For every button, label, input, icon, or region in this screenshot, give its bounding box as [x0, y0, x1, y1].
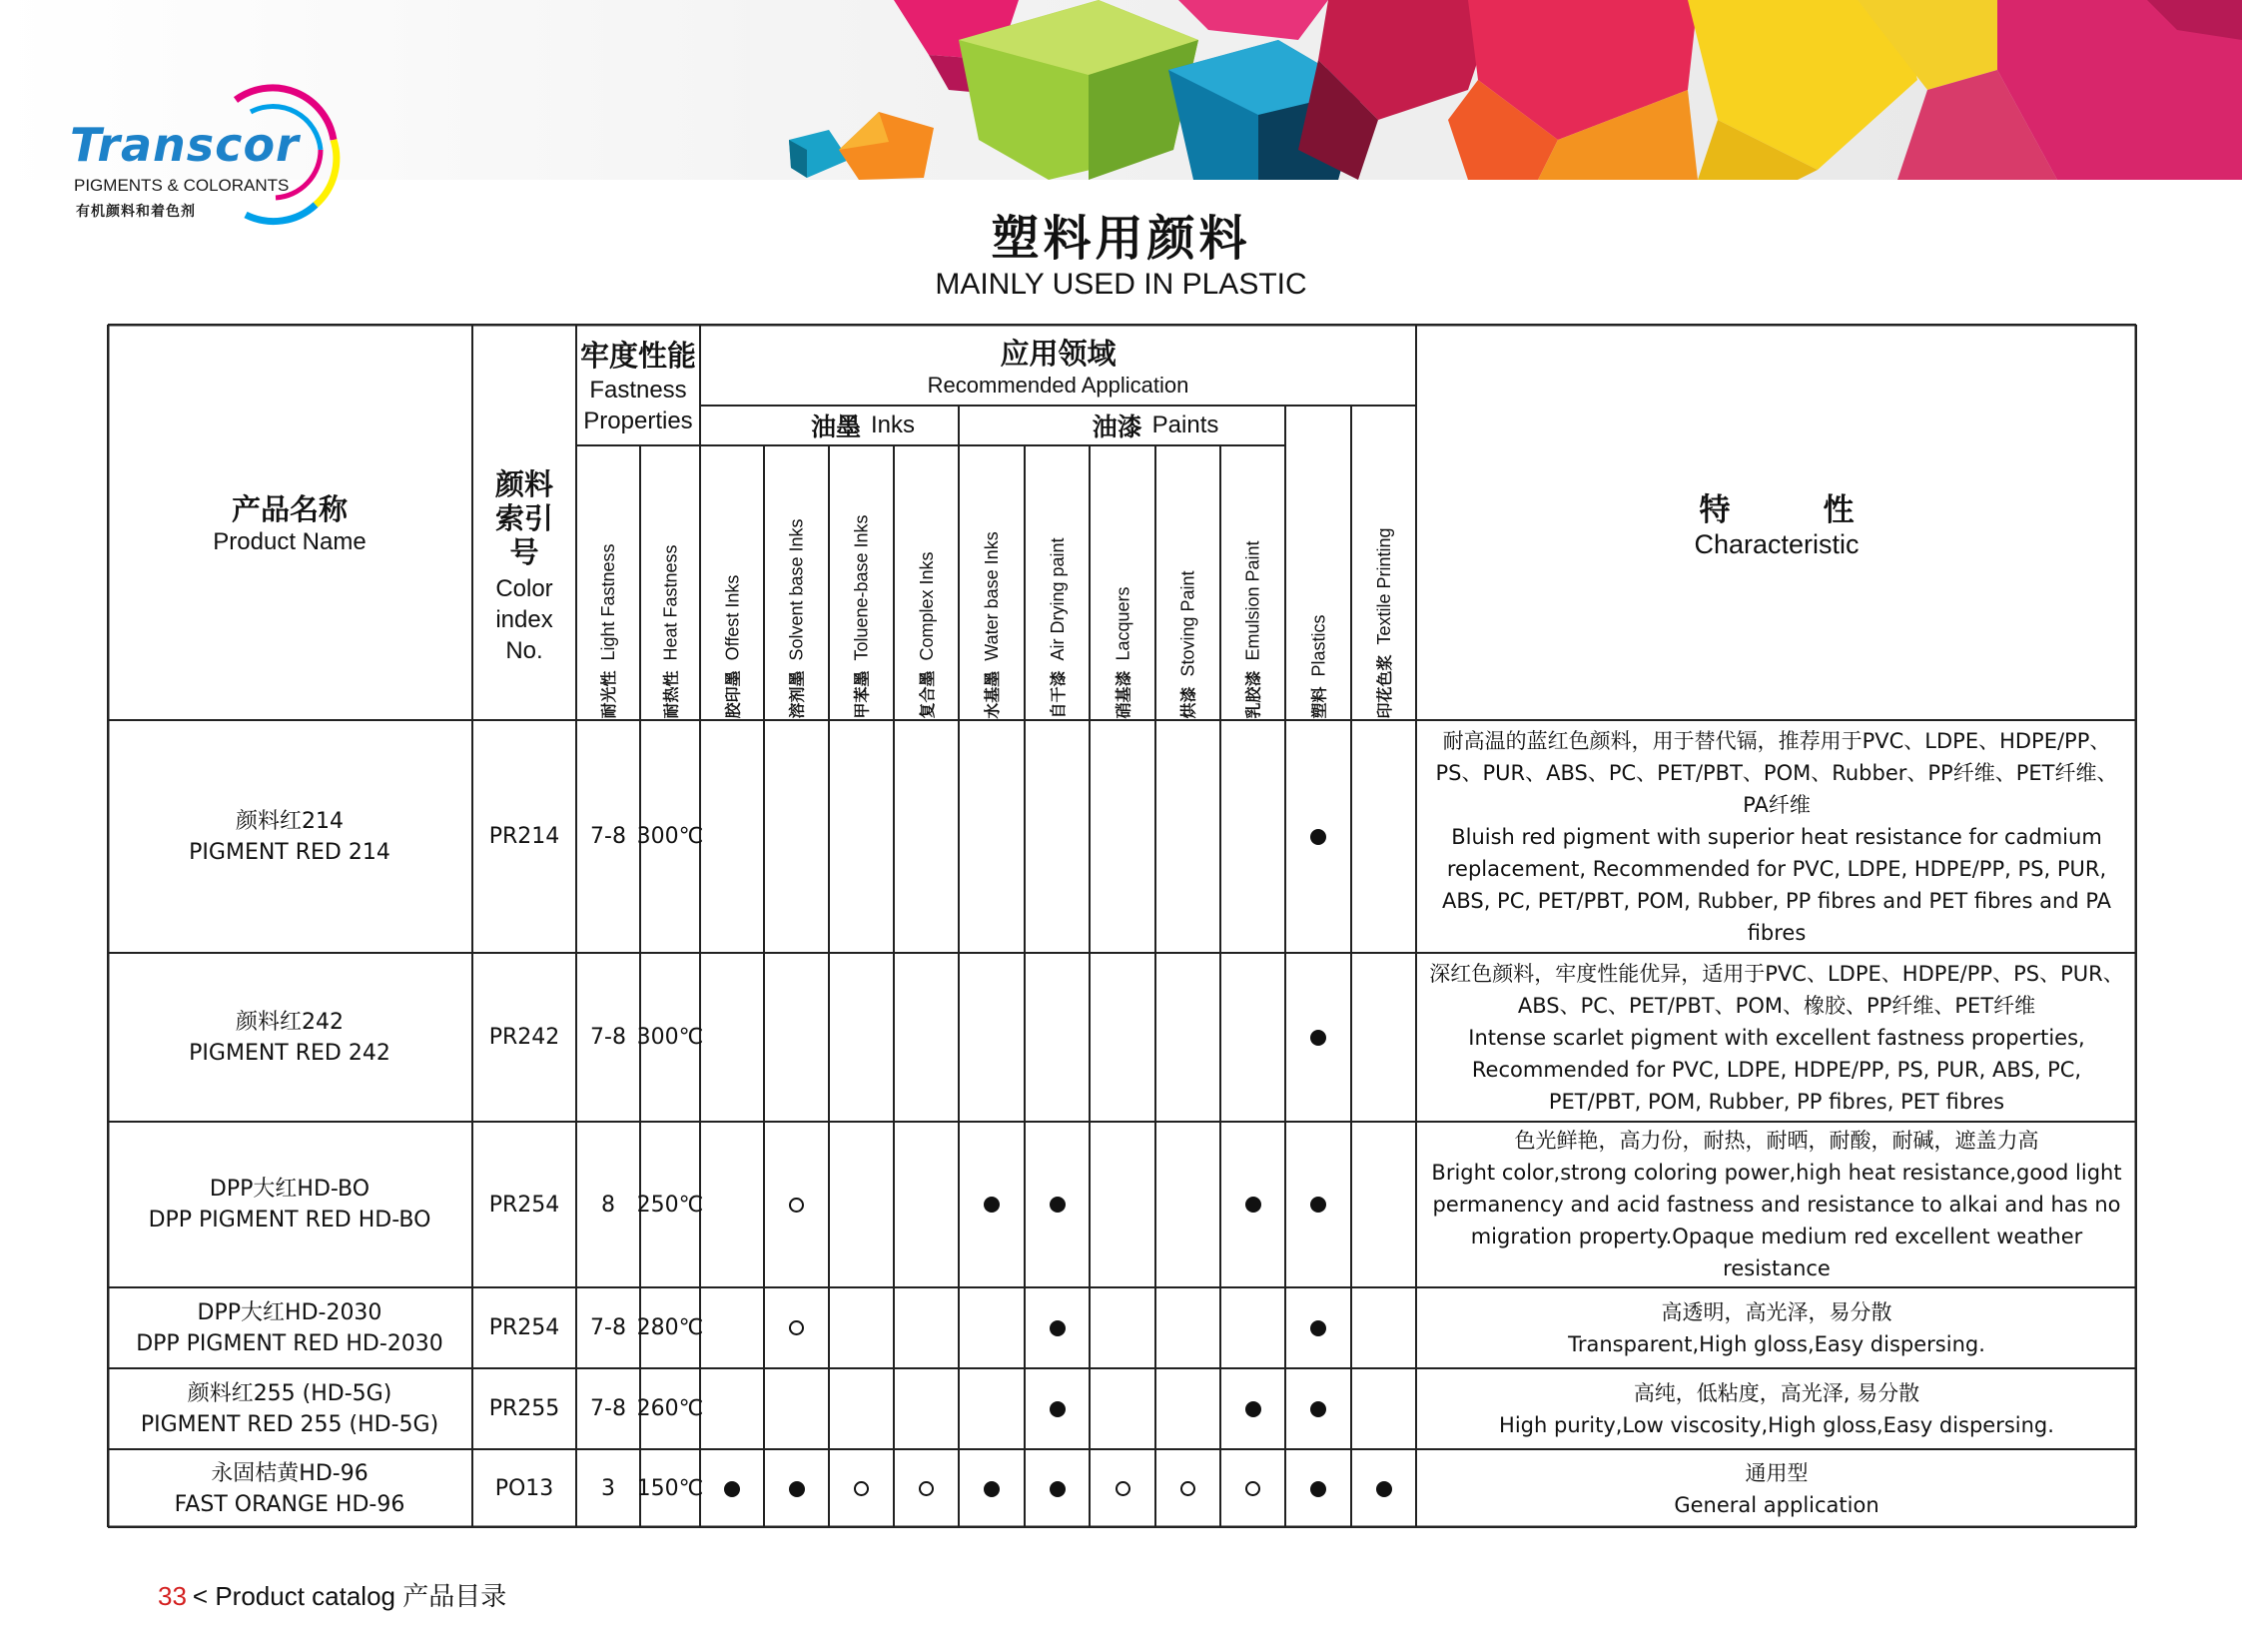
sub-header-en: Textile Printing	[1374, 527, 1395, 645]
application-cell	[700, 953, 764, 1122]
header-color-index	[472, 324, 576, 720]
color-index-cell	[472, 1287, 576, 1368]
product-name-cell	[107, 1287, 472, 1368]
product-name-cell	[107, 1449, 472, 1528]
characteristic-en: Bluish red pigment with superior heat resistance for cadmium replacement, Recommended for PVC, LDPE, HDPE/PP, PS, PUR, ABS, PC, PET/PBT, POM, Rubber, PP fibres and PET fibres and PA fibres	[1441, 824, 2112, 945]
filled-dot-icon	[1310, 1320, 1326, 1336]
product-name-cell	[107, 720, 472, 953]
sub-header-toluene-base-inks	[829, 445, 894, 720]
application-cell	[959, 1368, 1025, 1449]
filled-dot-icon	[1310, 1197, 1326, 1213]
characteristic-cell	[1416, 720, 2137, 953]
characteristic-cn: 通用型	[1745, 1460, 1809, 1485]
application-cell	[829, 1449, 894, 1528]
heat-fastness-cell	[636, 1449, 704, 1528]
sub-header-cn: 胶印墨	[723, 670, 743, 719]
characteristic-cn: 深红色颜料，牢度性能优异，适用于PVC、LDPE、HDPE/PP、PS、PUR、ABS、PC、PET/PBT、POM、橡胶、PP纤维、PET纤维	[1429, 961, 2124, 1018]
product-name-en: DPP PIGMENT RED HD-2030	[136, 1330, 443, 1356]
light-fastness-cell	[576, 1287, 640, 1368]
page-title-en: MAINLY USED IN PLASTIC	[935, 268, 1307, 301]
heat-fastness-cell	[636, 953, 704, 1122]
sub-header-complex-inks	[894, 445, 959, 720]
sub-header-cn: 塑料	[1309, 686, 1329, 719]
open-circle-icon	[1116, 1481, 1130, 1496]
filled-dot-icon	[789, 1481, 805, 1497]
application-cell	[1351, 1449, 1416, 1528]
sub-header-en: Lacquers	[1113, 586, 1133, 661]
header-color-index-en: Color index No.	[495, 575, 553, 664]
application-cell	[700, 720, 764, 953]
page-footer	[158, 1576, 506, 1613]
filled-dot-icon	[1245, 1401, 1261, 1417]
page-title-cn: 塑料用颜料	[991, 211, 1251, 267]
sub-header-en: Emulsion Paint	[1243, 540, 1264, 661]
sub-header-cn: 硝基漆	[1114, 670, 1133, 719]
characteristic-cell	[1416, 1287, 2137, 1368]
header-characteristic-cn: 特 性	[1699, 491, 1855, 528]
open-circle-icon	[1180, 1481, 1195, 1496]
heat-fastness-value: 250℃	[636, 1192, 704, 1218]
characteristic-en: Intense scarlet pigment with excellent fastness properties, Recommended for PVC, LDPE, HDPE/PP, PS, PUR, ABS, PC, PET/PBT, POM, Rubber, PP fibres, PET fibres	[1468, 1025, 2085, 1114]
header-fastness-en: Fastness Properties	[583, 376, 693, 434]
header-paints-cn: 油漆	[1092, 413, 1142, 441]
sub-header-en: Toluene-base Inks	[852, 514, 873, 661]
application-cell	[1220, 1287, 1285, 1368]
application-cell	[894, 1122, 959, 1287]
sub-header-en: Heat Fastness	[660, 544, 681, 661]
header-application-en: Recommended Application	[927, 372, 1189, 398]
sub-header-cn: 烘漆	[1179, 686, 1198, 719]
application-cell	[1155, 1122, 1220, 1287]
application-cell	[1351, 1287, 1416, 1368]
characteristic-en: Transparent,High gloss,Easy dispersing.	[1568, 1331, 1985, 1356]
application-cell	[829, 720, 894, 953]
color-index-cell	[472, 1368, 576, 1449]
application-cell	[1025, 720, 1090, 953]
header-inks	[700, 406, 1026, 445]
sub-header-en: Plastics	[1308, 614, 1329, 677]
page-number: 33	[158, 1581, 187, 1611]
application-cell	[1220, 1368, 1285, 1449]
color-index-cell	[472, 1122, 576, 1287]
sub-header-plastics	[1285, 406, 1351, 720]
sub-header-cn: 溶剂墨	[788, 670, 808, 719]
product-name-en: PIGMENT RED 255 (HD-5G)	[140, 1411, 439, 1437]
light-fastness-value: 7-8	[590, 1396, 626, 1421]
sub-header-cn: 耐光性	[599, 670, 619, 719]
filled-dot-icon	[1050, 1197, 1066, 1213]
application-cell	[1025, 1122, 1090, 1287]
application-cell	[700, 1368, 764, 1449]
characteristic-cn: 高透明，高光泽，易分散	[1661, 1299, 1892, 1324]
footer-text: < Product catalog 产品目录	[192, 1581, 507, 1611]
application-cell	[700, 1449, 764, 1528]
heat-fastness-value: 260℃	[636, 1396, 704, 1421]
application-cell	[700, 1122, 764, 1287]
application-cell	[764, 1287, 829, 1368]
heat-fastness-value: 300℃	[636, 824, 704, 849]
header-color-index-cn: 颜料索引号	[494, 467, 553, 569]
filled-dot-icon	[1050, 1401, 1066, 1417]
application-cell	[894, 953, 959, 1122]
filled-dot-icon	[1376, 1481, 1392, 1497]
product-name-en: FAST ORANGE HD-96	[174, 1491, 405, 1517]
product-name-en: DPP PIGMENT RED HD-BO	[148, 1208, 431, 1233]
color-index-value: PR254	[488, 1192, 560, 1218]
application-cell	[1090, 1449, 1155, 1528]
application-cell	[1025, 1449, 1090, 1528]
application-cell	[1090, 953, 1155, 1122]
sub-header-stoving-paint	[1155, 445, 1220, 720]
characteristic-cell	[1416, 1368, 2137, 1449]
filled-dot-icon	[724, 1481, 740, 1497]
product-name-en: PIGMENT RED 214	[189, 839, 390, 865]
color-index-value: PR255	[488, 1396, 560, 1421]
color-index-cell	[472, 953, 576, 1122]
characteristic-cn: 耐高温的蓝红色颜料，用于替代镉，推荐用于PVC、LDPE、HDPE/PP、PS、PUR、ABS、PC、PET/PBT、POM、Rubber、PP纤维、PET纤维、PA纤维	[1435, 728, 2118, 817]
light-fastness-value: 7-8	[590, 1025, 626, 1050]
header-product-name-cn: 产品名称	[231, 492, 348, 526]
sub-header-en: Stoving Paint	[1178, 570, 1198, 677]
product-name-cell	[107, 1368, 472, 1449]
application-cell	[764, 720, 829, 953]
sub-header-cn: 印花色浆	[1375, 654, 1395, 719]
open-circle-icon	[919, 1481, 934, 1496]
product-name-cn: DPP大红HD-2030	[197, 1299, 382, 1325]
header-paints-en: Paints	[1151, 412, 1219, 438]
brand-name: Transcor	[70, 118, 300, 172]
application-cell	[829, 953, 894, 1122]
sub-header-cn: 复合墨	[918, 670, 937, 719]
heat-fastness-cell	[636, 1122, 704, 1287]
application-cell	[764, 1449, 829, 1528]
heat-fastness-cell	[636, 1368, 704, 1449]
application-cell	[1155, 1368, 1220, 1449]
application-cell	[764, 953, 829, 1122]
header-application-cn: 应用领域	[1000, 336, 1117, 371]
color-index-cell	[472, 720, 576, 953]
application-cell	[1285, 1368, 1351, 1449]
heat-fastness-cell	[636, 1287, 704, 1368]
brand-subtitle: PIGMENTS & COLORANTS	[74, 176, 290, 195]
application-cell	[894, 1368, 959, 1449]
header-product-name-en: Product Name	[213, 528, 367, 555]
characteristic-en: Bright color,strong coloring power,high heat resistance,good light permanency and acid fastness and resistance to alkai and has no migration property.Opaque medium red excellent weather resistance	[1431, 1161, 2122, 1280]
sub-header-cn: 水基墨	[983, 670, 1003, 719]
sub-header-offest-inks	[700, 445, 764, 720]
application-cell	[959, 1122, 1025, 1287]
brand-subtitle-cn: 有机颜料和着色剂	[76, 204, 196, 220]
header-characteristic-en: Characteristic	[1694, 528, 1860, 559]
application-cell	[959, 1287, 1025, 1368]
application-cell	[829, 1287, 894, 1368]
application-cell	[1025, 1287, 1090, 1368]
application-cell	[1220, 720, 1285, 953]
application-cell	[764, 1368, 829, 1449]
filled-dot-icon	[1050, 1481, 1066, 1497]
filled-dot-icon	[1245, 1197, 1261, 1213]
characteristic-cell	[1416, 1122, 2137, 1287]
application-cell	[1220, 1122, 1285, 1287]
application-cell	[959, 1449, 1025, 1528]
application-cell	[1155, 720, 1220, 953]
header-fastness-cn: 牢度性能	[579, 338, 696, 373]
application-cell	[1285, 1449, 1351, 1528]
application-cell	[1090, 1287, 1155, 1368]
product-name-cell	[107, 953, 472, 1122]
application-cell	[1025, 953, 1090, 1122]
header-product-name	[107, 324, 472, 720]
product-name-cn: 永固桔黄HD-96	[211, 1460, 369, 1486]
application-cell	[1155, 1449, 1220, 1528]
light-fastness-value: 8	[601, 1192, 615, 1218]
sub-header-water-base-inks	[959, 445, 1025, 720]
filled-dot-icon	[984, 1481, 1000, 1497]
open-circle-icon	[854, 1481, 869, 1496]
color-index-value: PO13	[494, 1476, 554, 1501]
sub-header-en: Light Fastness	[598, 543, 619, 661]
header-paints	[1026, 406, 1285, 445]
sub-header-en: Offest Inks	[722, 574, 743, 661]
application-cell	[1025, 1368, 1090, 1449]
color-index-value: PR254	[488, 1315, 560, 1340]
sub-header-cn: 乳胶漆	[1244, 670, 1264, 719]
product-name-cn: 颜料红214	[236, 808, 344, 834]
heat-fastness-cell	[636, 720, 704, 953]
sub-header-heat-fastness	[640, 445, 700, 720]
application-cell	[700, 1287, 764, 1368]
filled-dot-icon	[984, 1197, 1000, 1213]
color-index-value: PR214	[488, 824, 560, 849]
filled-dot-icon	[1310, 1030, 1326, 1046]
application-cell	[1155, 953, 1220, 1122]
characteristic-en: High purity,Low viscosity,High gloss,Easy dispersing.	[1499, 1412, 2054, 1437]
application-cell	[829, 1122, 894, 1287]
light-fastness-cell	[576, 720, 640, 953]
product-name-en: PIGMENT RED 242	[189, 1040, 390, 1066]
characteristic-cell	[1416, 953, 2137, 1122]
header-inks-cn: 油墨	[810, 413, 861, 441]
application-cell	[1351, 1368, 1416, 1449]
application-cell	[1155, 1287, 1220, 1368]
application-cell	[829, 1368, 894, 1449]
sub-header-lacquers	[1090, 445, 1155, 720]
characteristic-en: General application	[1674, 1492, 1879, 1517]
sub-header-textile-printing	[1351, 406, 1416, 720]
filled-dot-icon	[1310, 1481, 1326, 1497]
application-cell	[1351, 953, 1416, 1122]
filled-dot-icon	[1310, 1401, 1326, 1417]
sub-header-en: Air Drying paint	[1048, 537, 1068, 661]
color-index-value: PR242	[488, 1025, 560, 1050]
application-cell	[959, 953, 1025, 1122]
heat-fastness-value: 150℃	[636, 1476, 704, 1501]
product-name-cn: 颜料红242	[236, 1009, 344, 1035]
filled-dot-icon	[1050, 1320, 1066, 1336]
sub-header-air-drying-paint	[1025, 445, 1090, 720]
color-index-cell	[472, 1449, 576, 1528]
sub-header-en: Water base Inks	[982, 531, 1003, 661]
application-cell	[894, 1449, 959, 1528]
sub-header-light-fastness	[576, 445, 640, 720]
product-table	[107, 324, 2137, 1528]
light-fastness-value: 7-8	[590, 824, 626, 849]
filled-dot-icon	[1310, 829, 1326, 845]
application-cell	[1285, 1122, 1351, 1287]
application-cell	[1090, 720, 1155, 953]
open-circle-icon	[1245, 1481, 1260, 1496]
sub-header-cn: 耐热性	[661, 670, 681, 719]
light-fastness-cell	[576, 1122, 640, 1287]
application-cell	[1351, 720, 1416, 953]
sub-header-emulsion-paint	[1220, 445, 1285, 720]
application-cell	[1285, 1287, 1351, 1368]
light-fastness-cell	[576, 1449, 640, 1528]
application-cell	[1285, 953, 1351, 1122]
product-name-cn: DPP大红HD-BO	[209, 1177, 371, 1202]
heat-fastness-value: 280℃	[636, 1315, 704, 1340]
product-name-cell	[107, 1122, 472, 1287]
light-fastness-cell	[576, 1368, 640, 1449]
sub-header-solvent-base-inks	[764, 445, 829, 720]
application-cell	[894, 1287, 959, 1368]
characteristic-cn: 高纯，低粘度，高光泽, 易分散	[1633, 1380, 1920, 1405]
application-cell	[764, 1122, 829, 1287]
sub-header-en: Solvent base Inks	[787, 518, 808, 661]
header-application	[700, 324, 1416, 406]
application-cell	[1090, 1368, 1155, 1449]
sub-header-en: Complex Inks	[917, 551, 937, 661]
light-fastness-value: 7-8	[590, 1315, 626, 1340]
sub-header-cn: 甲苯墨	[853, 670, 873, 719]
heat-fastness-value: 300℃	[636, 1025, 704, 1050]
open-circle-icon	[789, 1320, 804, 1335]
characteristic-cn: 色光鲜艳，高力份，耐热，耐晒，耐酸，耐碱，遮盖力高	[1514, 1129, 2039, 1153]
product-name-cn: 颜料红255 (HD-5G)	[187, 1380, 392, 1406]
application-cell	[1351, 1122, 1416, 1287]
header-inks-en: Inks	[871, 412, 916, 438]
open-circle-icon	[789, 1198, 804, 1213]
header-characteristic	[1416, 324, 2137, 720]
header-fastness	[576, 324, 700, 445]
application-cell	[894, 720, 959, 953]
application-cell	[1090, 1122, 1155, 1287]
characteristic-cell	[1416, 1449, 2137, 1528]
application-cell	[1220, 953, 1285, 1122]
application-cell	[959, 720, 1025, 953]
light-fastness-value: 3	[601, 1476, 615, 1501]
sub-header-cn: 自干漆	[1049, 670, 1068, 719]
application-cell	[1285, 720, 1351, 953]
application-cell	[1220, 1449, 1285, 1528]
light-fastness-cell	[576, 953, 640, 1122]
